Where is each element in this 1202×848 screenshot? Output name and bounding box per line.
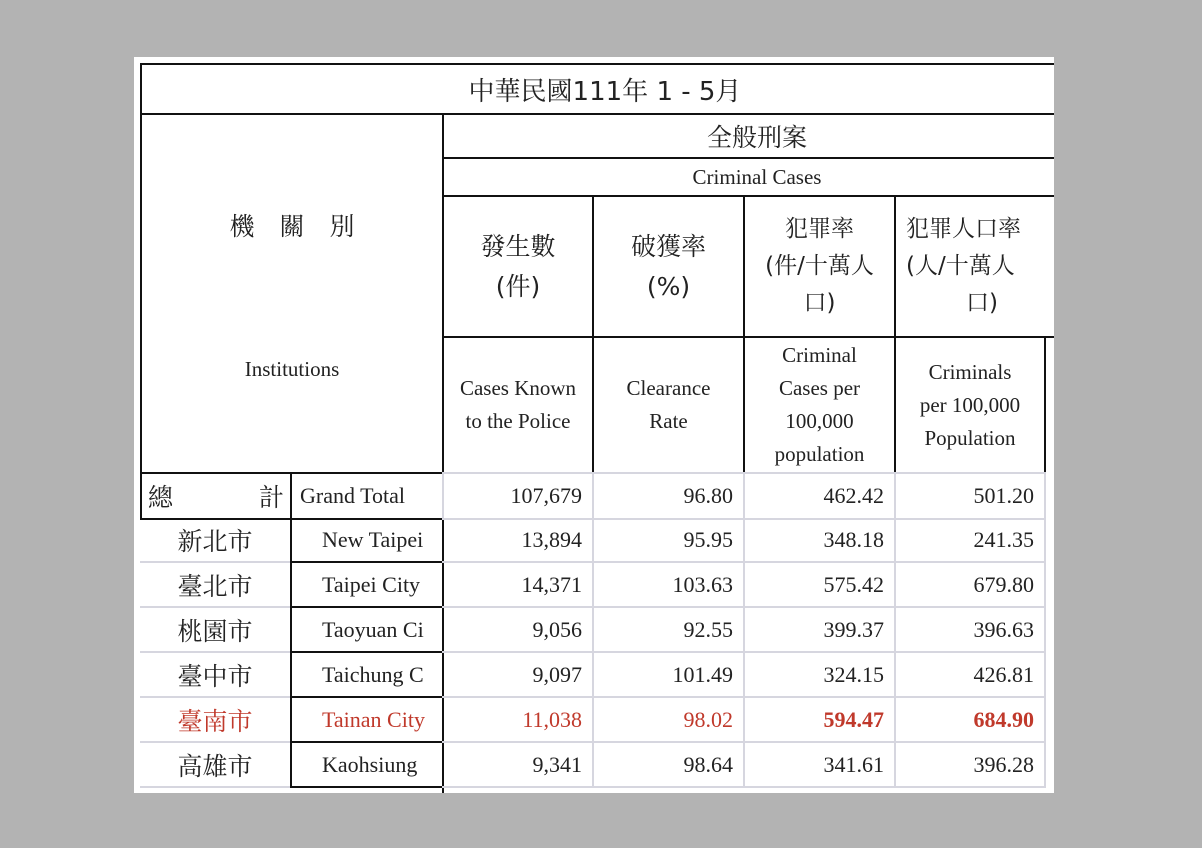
row-value: 14,371 xyxy=(442,563,594,608)
row-value: 575.42 xyxy=(743,563,896,608)
row-value: 426.81 xyxy=(894,653,1046,698)
row-value: 399.37 xyxy=(743,608,896,653)
row-value: 9,341 xyxy=(442,743,594,788)
row-value: 98.64 xyxy=(592,743,745,788)
group-header-en: Criminal Cases xyxy=(442,157,1054,197)
grand-total-zh: 總 計 xyxy=(140,472,292,520)
row-value: 95.95 xyxy=(592,518,745,563)
institutions-en: Institutions xyxy=(244,357,340,381)
institutions-header xyxy=(140,113,444,474)
grand-total-value: 107,679 xyxy=(442,472,594,520)
row-value: 348.18 xyxy=(743,518,896,563)
grand-total-value: 462.42 xyxy=(743,472,896,520)
col-header-en-crime-rate: Criminal Cases per 100,000 population xyxy=(743,336,896,474)
grand-total-value: 96.80 xyxy=(592,472,745,520)
row-value: 11,038 xyxy=(442,698,594,743)
row-value: 98.02 xyxy=(592,698,745,743)
grand-total-en: Grand Total xyxy=(290,472,444,520)
row-value: 341.61 xyxy=(743,743,896,788)
row-value: 396.28 xyxy=(894,743,1046,788)
row-label-en: Kaohsiung xyxy=(290,743,444,788)
row-label-zh: 臺南市 xyxy=(140,698,290,743)
col-header-zh-crime-rate: 犯罪率 (件/十萬人 口) xyxy=(743,195,896,338)
row-value: 684.90 xyxy=(894,698,1046,743)
row-label-en: Tainan City xyxy=(290,698,444,743)
row-value: 9,097 xyxy=(442,653,594,698)
grand-total-value: 501.20 xyxy=(894,472,1046,520)
row-label-en: New Taipei xyxy=(290,518,444,563)
row-value: 241.35 xyxy=(894,518,1046,563)
row-value: 92.55 xyxy=(592,608,745,653)
col-header-zh-cases: 發生數 (件) xyxy=(442,195,594,338)
row-value: 594.47 xyxy=(743,698,896,743)
statistics-sheet xyxy=(134,57,1054,793)
row-value: 324.15 xyxy=(743,653,896,698)
table-title: 中華民國111年 1 - 5月 xyxy=(140,63,1054,115)
row-value: 9,056 xyxy=(442,608,594,653)
row-value: 13,894 xyxy=(442,518,594,563)
row-label-zh: 新北市 xyxy=(140,518,290,563)
col-header-en-cases: Cases Known to the Police xyxy=(442,336,594,474)
row-label-en: Taoyuan Ci xyxy=(290,608,444,653)
col-header-zh-clearance: 破獲率 (%) xyxy=(592,195,745,338)
row-label-en: Taipei City xyxy=(290,563,444,608)
row-label-zh: 臺中市 xyxy=(140,653,290,698)
col-header-en-clearance: Clearance Rate xyxy=(592,336,745,474)
row-label-zh: 高雄市 xyxy=(140,743,290,788)
row-value: 679.80 xyxy=(894,563,1046,608)
col-header-en-criminal-rate: Criminals per 100,000 Population xyxy=(894,336,1046,474)
row-label-zh: 桃園市 xyxy=(140,608,290,653)
institutions-zh: 機 關 別 xyxy=(229,212,355,241)
row-label-en: Taichung C xyxy=(290,653,444,698)
row-value: 101.49 xyxy=(592,653,745,698)
row-value: 103.63 xyxy=(592,563,745,608)
row-label-zh: 臺北市 xyxy=(140,563,290,608)
group-header-zh: 全般刑案 xyxy=(442,113,1054,159)
col-header-zh-criminal-rate: 犯罪人口率 (人/十萬人 口) xyxy=(894,195,1054,338)
row-value: 396.63 xyxy=(894,608,1046,653)
